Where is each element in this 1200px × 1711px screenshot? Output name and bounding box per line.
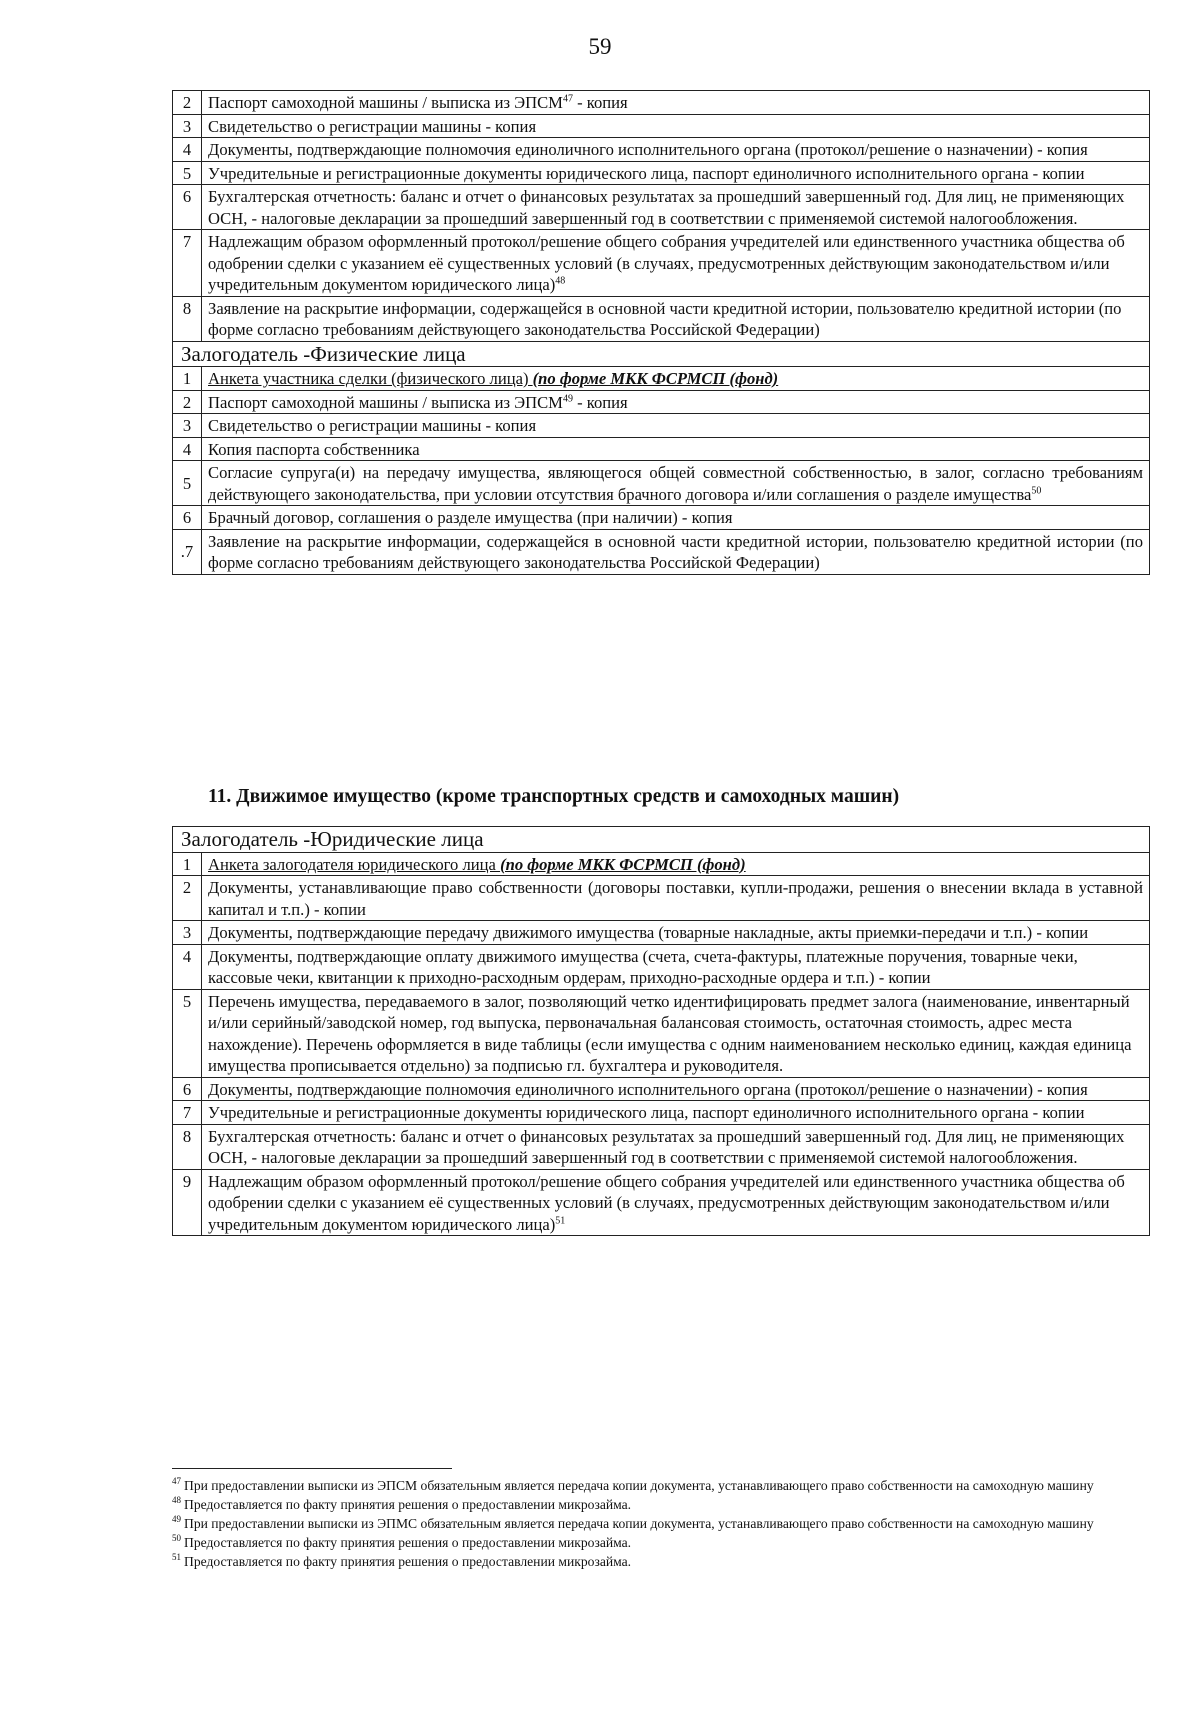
table-row [173,852,1150,876]
row-text: Надлежащим образом оформленный протокол/решение общего собрания учредителей или единственного участника общества об одобрении сделки с указанием её существенных условий (в случаях, предусмотренных действующим законодательством и/или учредительным документом юридического лица)$^{48}$ [202,230,1150,297]
table-row [173,414,1150,438]
table-row [173,367,1150,391]
row-number: .7 [173,529,202,574]
row-number: 2 [173,876,202,921]
group-heading-legal: Залогодатель -Юридические лица [173,827,1150,853]
row-number: 8 [173,1124,202,1169]
footnote: $^{48}$ Предоставляется по факту принятия решения о предоставлении микрозайма. [172,1495,632,1512]
row-text: Документы, подтверждающие оплату движимого имущества (счета, счета-фактуры, платежные поручения, товарные чеки, кассовые чеки, квитанции к приходно-расходным ордерам, приходно-расходные ордера и т.п.) - копии [202,944,1150,989]
table-row [173,529,1150,574]
table-row [173,506,1150,530]
row-number: 4 [173,437,202,461]
row-text: Надлежащим образом оформленный протокол/решение общего собрания учредителей или единственного участника общества об одобрении сделки с указанием её существенных условий (в случаях, предусмотренных действующим законодательством и/или учредительным документом юридического лица)$^{51}$ [202,1169,1150,1236]
row-text: Паспорт самоходной машины / выписка из ЭПСМ$^{49}$ - копия [202,390,1150,414]
row-text: Документы, подтверждающие передачу движимого имущества (товарные накладные, акты приемки-передачи и т.п.) - копии [202,921,1150,945]
group-row [173,341,1150,367]
table-row [173,921,1150,945]
footnote-separator [172,1468,452,1469]
row-text: Свидетельство о регистрации машины - копия [202,114,1150,138]
table-row [173,230,1150,297]
table-row [173,437,1150,461]
row-text: Документы, устанавливающие право собственности (договоры поставки, купли-продажи, решения о внесении вклада в уставной капитал и т.п.) - копии [202,876,1150,921]
section-heading: 11. Движимое имущество (кроме транспортных средств и самоходных машин) [208,786,900,807]
documents-table-top [172,90,1150,575]
row-number: 1 [173,852,202,876]
row-text: Согласие супруга(и) на передачу имущества, являющегося общей совместной собственностью, в залог, согласно требованиям действующего законодательства, при условии отсутствия брачного договора и/или соглашения о разделе имущества$^{50}$ [202,461,1150,506]
row-text: Документы, подтверждающие полномочия единоличного исполнительного органа (протокол/решение о назначении) - копия [202,1077,1150,1101]
row-number: 3 [173,414,202,438]
table-row [173,185,1150,230]
table-row [173,296,1150,341]
row-text: Свидетельство о регистрации машины - копия [202,414,1150,438]
table-row [173,91,1150,115]
row-number: 7 [173,230,202,297]
documents-table-movable-property [172,826,1150,1236]
row-number: 6 [173,1077,202,1101]
table-row [173,944,1150,989]
row-text: Брачный договор, соглашения о разделе имущества (при наличии) - копия [202,506,1150,530]
row-number: 8 [173,296,202,341]
row-number: 5 [173,989,202,1077]
footnote: $^{50}$ Предоставляется по факту принятия решения о предоставлении микрозайма. [172,1533,632,1550]
row-text: Перечень имущества, передаваемого в залог, позволяющий четко идентифицировать предмет залога (наименование, инвентарный и/или серийный/заводской номер, год выпуска, первоначальная балансовая стоимость, остаточная стоимость, адрес места нахождение). Перечень оформляется в виде таблицы (если имущества с одним наименованием несколько единиц, каждая единица имущества прописывается отдельно) за подписью гл. бухгалтера и руководителя. [202,989,1150,1077]
row-number: 9 [173,1169,202,1236]
row-number: 3 [173,921,202,945]
page-number: 59 [588,34,612,59]
row-number: 2 [173,390,202,414]
row-number: 6 [173,506,202,530]
row-number: 5 [173,161,202,185]
row-text: Учредительные и регистрационные документы юридического лица, паспорт единоличного исполнительного органа - копии [202,161,1150,185]
row-text: Документы, подтверждающие полномочия единоличного исполнительного органа (протокол/решение о назначении) - копия [202,138,1150,162]
row-number: 4 [173,944,202,989]
row-text: Анкета залогодателя юридического лица (по форме МКК ФСРМСП (фонд) [202,852,1150,876]
row-text: Заявление на раскрытие информации, содержащейся в основной части кредитной истории, пользователю кредитной истории (по форме согласно требованиям действующего законодательства Российской Федерации) [202,296,1150,341]
row-text: Копия паспорта собственника [202,437,1150,461]
table-row [173,1124,1150,1169]
group-heading-individuals: Залогодатель -Физические лица [173,341,1150,367]
table-row [173,461,1150,506]
row-text: Паспорт самоходной машины / выписка из ЭПСМ$^{47}$ - копия [202,91,1150,115]
table-row [173,138,1150,162]
table-row [173,161,1150,185]
row-text: Заявление на раскрытие информации, содержащейся в основной части кредитной истории, пользователю кредитной истории (по форме согласно требованиям действующего законодательства Российской Федерации) [202,529,1150,574]
row-number: 7 [173,1101,202,1125]
row-number: 2 [173,91,202,115]
table-row [173,1077,1150,1101]
footnotes [172,1476,1150,1571]
row-text: Учредительные и регистрационные документы юридического лица, паспорт единоличного исполнительного органа - копии [202,1101,1150,1125]
group-row [173,827,1150,853]
row-text: Бухгалтерская отчетность: баланс и отчет о финансовых результатах за прошедший завершенный год. Для лиц, не применяющих ОСН, - налоговые декларации за прошедший завершенный год в соответствии с применяемой системой налогообложения. [202,185,1150,230]
row-number: 5 [173,461,202,506]
table-row [173,1101,1150,1125]
footnote: $^{49}$ При предоставлении выписки из ЭПМС обязательным является передача копии документа, устанавливающего право собственности на самоходную машину [172,1514,1094,1531]
footnote: $^{47}$ При предоставлении выписки из ЭПСМ обязательным является передача копии документа, устанавливающего право собственности на самоходную машину [172,1476,1094,1493]
footnote: $^{51}$ Предоставляется по факту принятия решения о предоставлении микрозайма. [172,1552,632,1569]
row-number: 3 [173,114,202,138]
table-row [173,876,1150,921]
table-row [173,114,1150,138]
table-row [173,989,1150,1077]
row-text: Анкета участника сделки (физического лица) (по форме МКК ФСРМСП (фонд) [202,367,1150,391]
row-number: 6 [173,185,202,230]
row-number: 1 [173,367,202,391]
table-row [173,390,1150,414]
row-number: 4 [173,138,202,162]
table-row [173,1169,1150,1236]
row-text: Бухгалтерская отчетность: баланс и отчет о финансовых результатах за прошедший завершенный год. Для лиц, не применяющих ОСН, - налоговые декларации за прошедший завершенный год в соответствии с применяемой системой налогообложения. [202,1124,1150,1169]
